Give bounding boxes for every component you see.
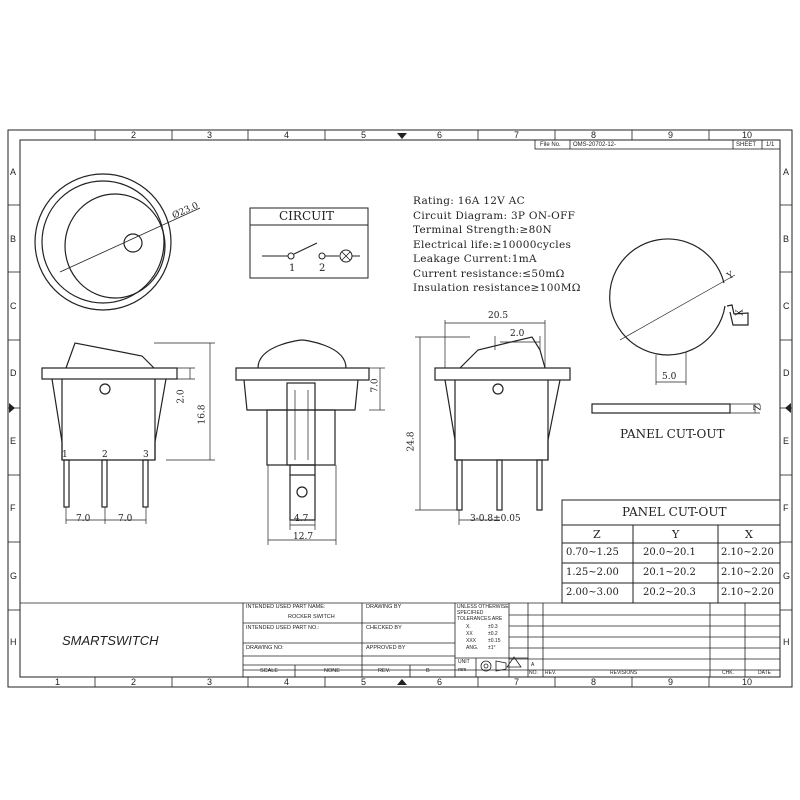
dim-pin-pitch-b: 7.0 [118, 514, 133, 524]
dim-pin-thickness: 3-0.8±0.05 [470, 514, 521, 524]
spec-terminal-strength: Terminal Strength:≥80N [413, 224, 553, 236]
front-view [42, 343, 215, 524]
table-cell: 2.10~2.20 [721, 547, 774, 558]
spec-leakage-current: Leakage Current:1mA [413, 253, 537, 265]
panel-cutout-shape [592, 239, 760, 413]
cutout-table-title: PANEL CUT-OUT [622, 505, 727, 519]
revisions-column-label: REVISIONS [610, 670, 638, 676]
zone-label-top: 7 [514, 130, 520, 140]
table-cell: 20.1~20.2 [643, 567, 696, 578]
zone-label-bottom: 5 [361, 677, 367, 687]
cutout-dim-z: Z [753, 404, 764, 411]
tolerance-key: XX [466, 631, 473, 637]
tolerance-value: ±1° [488, 645, 496, 651]
row-letter: B [10, 234, 17, 244]
dim-16-8: 16.8 [197, 404, 208, 425]
checked-by-label: CHECKED BY [366, 625, 402, 631]
zone-label-top: 10 [742, 130, 753, 140]
pin-label-1: 1 [62, 450, 68, 460]
side-view [236, 340, 385, 545]
circuit-pin-1: 1 [289, 263, 296, 274]
centering-arrow-icon [9, 130, 791, 685]
table-cell: 2.10~2.20 [721, 567, 774, 578]
zone-label-bottom: 7 [514, 677, 520, 687]
table-cell: 2.10~2.20 [721, 587, 774, 598]
rev-label: REV. [378, 668, 391, 674]
cutout-table-header-z: Z [593, 528, 601, 541]
tolerance-key: X. [466, 624, 471, 630]
tolerance-key: XXX [466, 638, 477, 644]
dim-2-0-front: 2.0 [176, 389, 187, 404]
file-no-label: File No. [540, 142, 561, 148]
brand-logo: SMARTSWITCH [62, 633, 159, 648]
row-letter: C [783, 301, 790, 311]
row-letter: H [10, 637, 17, 647]
revision-triangle-mark: A [531, 662, 535, 668]
row-letter: A [10, 167, 17, 177]
projection-symbol-icon [481, 657, 521, 671]
rev-column-label: REV. [545, 670, 557, 676]
cutout-table-header-x: X [745, 528, 753, 541]
row-letter: G [10, 571, 18, 581]
row-letter: F [783, 503, 789, 513]
table-cell: 20.0~20.1 [643, 547, 696, 558]
row-letter: F [10, 503, 16, 513]
row-letter: H [783, 637, 790, 647]
row-letter: D [783, 368, 790, 378]
zone-label-top: 6 [437, 130, 443, 140]
zone-label-bottom: 1 [55, 677, 61, 687]
scale-value: NONE [324, 668, 340, 674]
intended-part-name-label: INTENDED USED PART NAME: [246, 604, 326, 610]
no-column-label: NO. [529, 670, 538, 676]
intended-part-no-label: INTENDED USED PART NO.: [246, 625, 320, 631]
spec-insulation-resistance: Insulation resistance≥100MΩ [413, 282, 581, 294]
cutout-dim-y: Y [725, 270, 736, 282]
spec-rating: Rating: 16A 12V AC [413, 195, 525, 207]
spec-circuit-diagram: Circuit Diagram: 3P ON-OFF [413, 210, 576, 222]
sheet-label: SHEET [736, 142, 757, 148]
table-cell: 2.00~3.00 [566, 587, 619, 598]
drawing-by-label: DRAWING BY [366, 604, 402, 610]
circuit-pin-2: 2 [319, 263, 326, 274]
zone-label-top: 2 [131, 130, 137, 140]
row-letter: B [783, 234, 790, 244]
part-name: ROCKER SWITCH [288, 614, 335, 620]
date-column-label: DATE [758, 670, 771, 676]
unit-label: UNIT [458, 659, 470, 665]
tolerance-title: SPECIFIED [457, 610, 484, 616]
row-letter: C [10, 301, 17, 311]
zone-label-bottom: 8 [591, 677, 597, 687]
dim-24-8: 24.8 [406, 431, 417, 452]
unit-value: mm [458, 667, 467, 673]
table-cell: 0.70~1.25 [566, 547, 619, 558]
zone-label-bottom: 3 [207, 677, 213, 687]
row-letter: E [783, 436, 790, 446]
tolerance-value: ±0.15 [488, 638, 501, 644]
cutout-dim-5: 5.0 [662, 372, 677, 382]
zone-label-top: 3 [207, 130, 213, 140]
front-view-right [415, 320, 570, 525]
dim-2-0-top: 2.0 [510, 329, 525, 339]
dim-4-7: 4.7 [294, 514, 309, 524]
zone-label-bottom: 9 [668, 677, 674, 687]
row-letter: E [10, 436, 17, 446]
row-letter: D [10, 368, 17, 378]
zone-label-top: 4 [284, 130, 290, 140]
approved-by-label: APPROVED BY [366, 645, 406, 651]
row-letter: G [783, 571, 791, 581]
cutout-dim-x: X [735, 309, 746, 316]
dim-20-5: 20.5 [488, 311, 509, 321]
tolerance-title: TOLERANCES ARE [457, 616, 503, 622]
cutout-table-header-y: Y [672, 528, 680, 541]
row-letter: A [783, 167, 790, 177]
diameter-dim: Ø23.0 [170, 200, 201, 222]
tolerance-value: ±0.3 [488, 624, 498, 630]
dim-pin-pitch-a: 7.0 [76, 514, 91, 524]
tolerance-key: ANG. [466, 645, 479, 651]
drawing-no-label: DRAWING NO: [246, 645, 284, 651]
sheet-number: 1/1 [766, 142, 775, 148]
zone-label-bottom: 10 [742, 677, 753, 687]
panel-cutout-label: PANEL CUT-OUT [620, 427, 725, 441]
zone-label-top: 5 [361, 130, 367, 140]
zone-label-top: 9 [668, 130, 674, 140]
zone-label-bottom: 6 [437, 677, 443, 687]
rev-value: B [426, 668, 430, 674]
circuit-title: CIRCUIT [279, 209, 334, 223]
top-view [35, 174, 200, 310]
zone-label-top: 8 [591, 130, 597, 140]
scale-label: SCALE [260, 668, 279, 674]
spec-electrical-life: Electrical life:≥10000cycles [413, 239, 572, 251]
table-cell: 1.25~2.00 [566, 567, 619, 578]
dim-7-0-side: 7.0 [370, 378, 381, 393]
zone-label-bottom: 2 [131, 677, 137, 687]
zone-label-bottom: 4 [284, 677, 290, 687]
table-cell: 20.2~20.3 [643, 587, 696, 598]
pin-label-2: 2 [102, 450, 108, 460]
pin-label-3: 3 [143, 450, 149, 460]
file-no: OMS-20702-12- [573, 142, 617, 148]
dim-12-7: 12.7 [293, 532, 314, 542]
tolerance-value: ±0.2 [488, 631, 498, 637]
spec-current-resistance: Current resistance:≤50mΩ [413, 268, 565, 280]
chk-column-label: CHK. [722, 670, 734, 676]
tolerance-title: UNLESS OTHERWISE [457, 604, 509, 610]
